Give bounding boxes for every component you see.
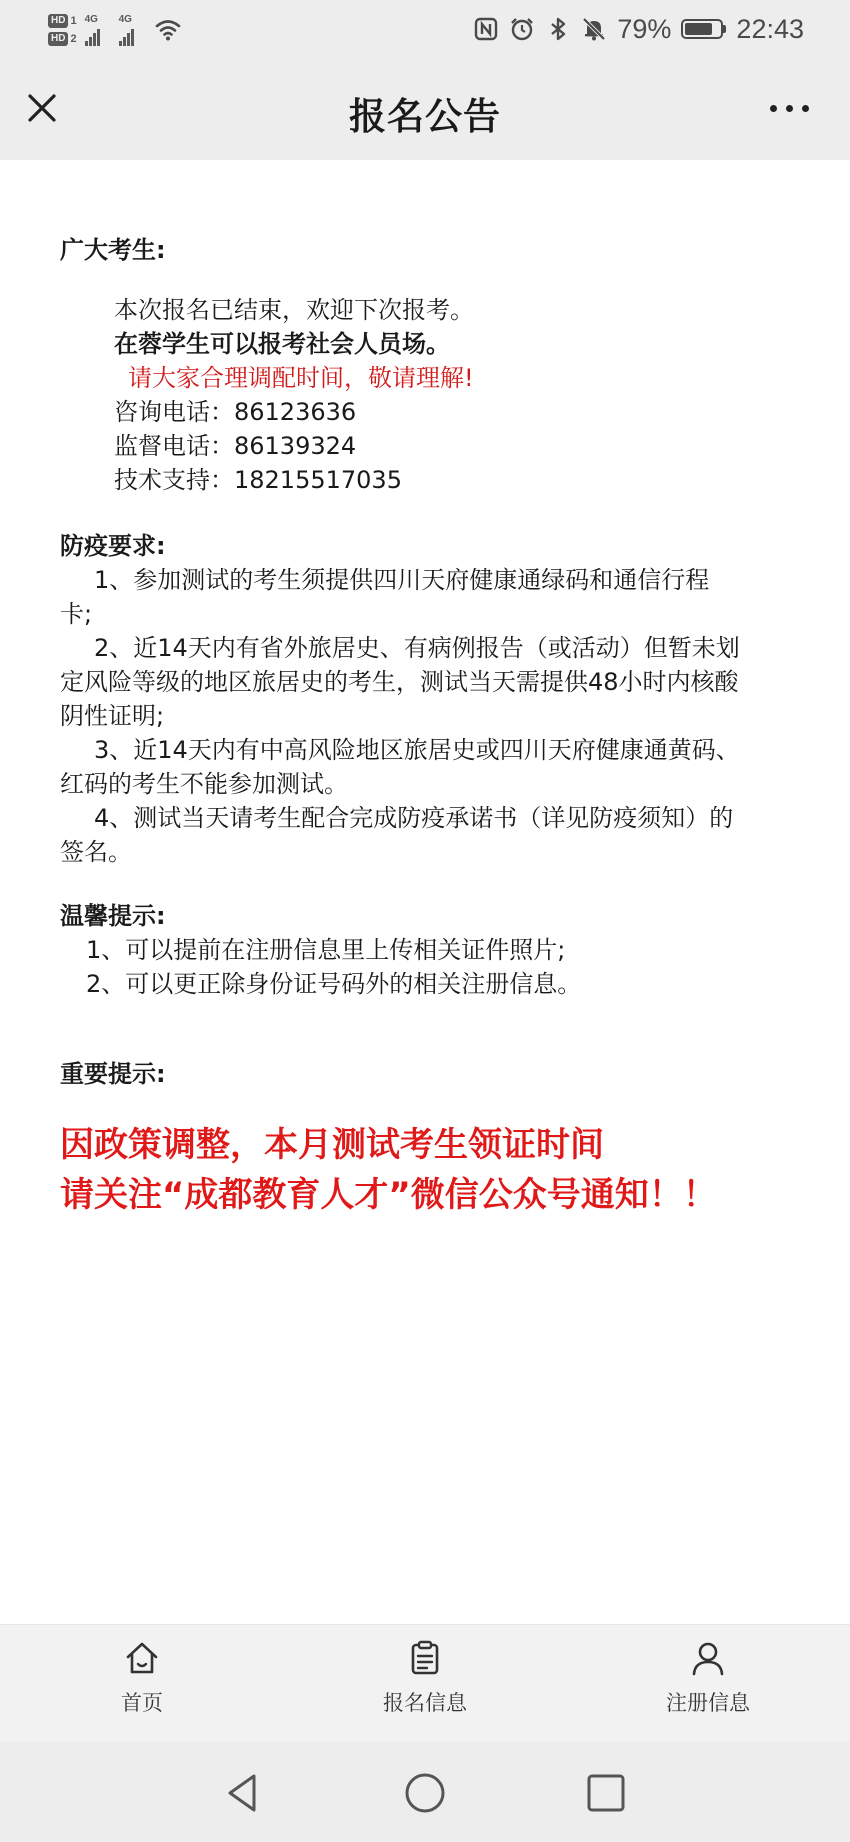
user-icon [689,1639,727,1677]
tech-support-phone: 技术支持：18215517035 [114,466,402,494]
bluetooth-icon [545,16,571,42]
more-dot-icon [770,105,777,112]
notice-content [0,160,850,1624]
tab-registration-info-label: 报名信息 [383,1691,467,1715]
epidemic-line: 阴性证明; [60,702,165,730]
sim1-indicator [48,14,77,28]
important-line: 因政策调整，本月测试考生领证时间 [60,1125,604,1165]
sim2-indicator [48,32,77,46]
signal1-icon [85,14,111,46]
hd2-number: 2 [70,33,77,45]
epidemic-line: 3、近14天内有中高风险地区旅居史或四川天府健康通黄码、 [94,736,740,764]
status-right [473,0,804,58]
epidemic-line: 签名。 [60,838,132,866]
intro-line: 在蓉学生可以报考社会人员场。 [114,330,450,358]
greeting: 广大考生: [60,236,166,264]
epidemic-line: 红码的考生不能参加测试。 [60,770,348,798]
app-header [0,58,850,160]
battery-percent: 79% [617,13,672,44]
important-title: 重要提示: [60,1060,166,1088]
important-line: 请关注“成都教育人才”微信公众号通知！！ [60,1175,717,1215]
sim-indicators [48,14,77,46]
page-title: 报名公告 [349,95,501,138]
intro-line-red: 请大家合理调配时间，敬请理解! [128,364,474,392]
status-bar [0,0,850,58]
home-circle-icon[interactable] [402,1770,448,1816]
consult-phone: 咨询电话：86123636 [114,398,357,426]
tab-home-label: 首页 [121,1691,163,1715]
hd1-badge: HD [48,14,68,28]
hd2-badge: HD [48,32,68,46]
clock-time: 22:43 [736,13,804,44]
signal2-gen: 4G [118,14,132,25]
tab-home[interactable] [42,1639,242,1729]
more-dot-icon [802,105,809,112]
tips-title: 温馨提示: [60,902,166,930]
more-options-button[interactable] [764,100,814,116]
clipboard-icon [406,1639,444,1677]
tab-account-info[interactable] [608,1639,808,1729]
wifi-icon [153,17,183,43]
more-dot-icon [786,105,793,112]
battery-icon [681,19,726,39]
epidemic-line: 2、近14天内有省外旅居史、有病例报告（或活动）但暂未划 [94,634,740,662]
tab-registration-info[interactable] [325,1639,525,1729]
intro-line: 本次报名已结束，欢迎下次报考。 [114,296,474,324]
epidemic-line: 卡; [60,600,93,628]
alarm-icon [509,16,535,42]
hd1-number: 1 [70,15,77,27]
system-nav-bar [0,1742,850,1842]
back-icon[interactable] [220,1770,266,1816]
signal1-gen: 4G [84,14,98,25]
epidemic-title: 防疫要求: [60,532,166,560]
nfc-icon [473,16,499,42]
epidemic-line: 定风险等级的地区旅居史的考生，测试当天需提供48小时内核酸 [60,668,739,696]
tips-line: 1、可以提前在注册信息里上传相关证件照片; [86,936,566,964]
signal2-icon [119,14,145,46]
status-left [48,8,183,52]
recents-icon[interactable] [583,1770,629,1816]
supervise-phone: 监督电话：86139324 [114,432,357,460]
mute-icon [581,16,607,42]
epidemic-line: 1、参加测试的考生须提供四川天府健康通绿码和通信行程 [94,566,710,594]
epidemic-line: 4、测试当天请考生配合完成防疫承诺书（详见防疫须知）的 [94,804,734,832]
bottom-tab-bar [0,1624,850,1742]
tips-line: 2、可以更正除身份证号码外的相关注册信息。 [86,970,582,998]
tab-account-info-label: 注册信息 [666,1691,750,1715]
home-icon [123,1639,161,1677]
